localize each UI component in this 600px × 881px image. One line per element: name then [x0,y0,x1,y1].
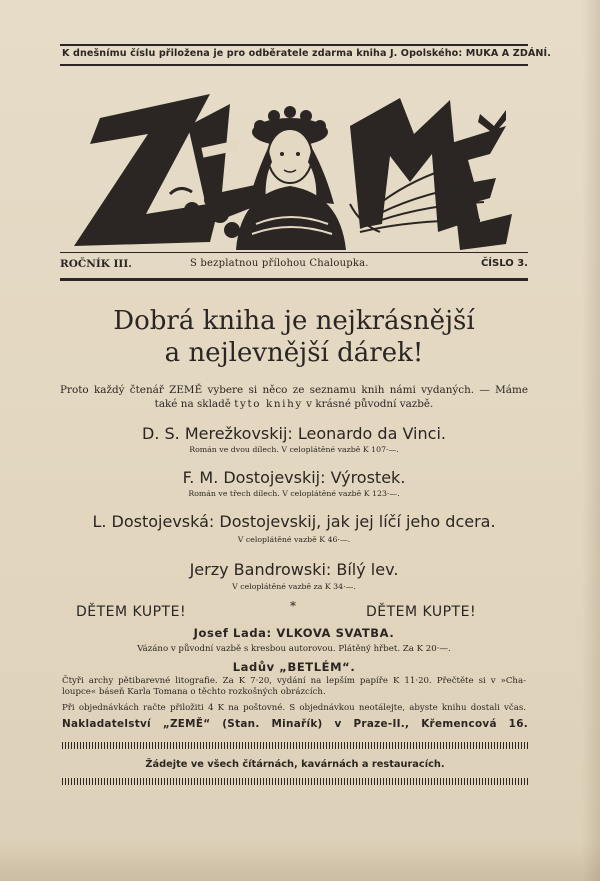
volume-label: ROČNÍK III. [60,258,132,270]
logo-letter-m [350,98,462,232]
supplement-label: S bezplatnou přílohou Chaloupka. [190,258,369,269]
headline-line-1: Dobrá kniha je nejkrásnější [113,306,475,336]
intro-line-2 [60,397,528,411]
publisher-address: Nakladatelství „ZEMĚ“ (Stan. Minařík) v Praze-II., Křemencová 16. [62,718,528,730]
lada-book-title: Josef Lada: VLKOVA SVATBA. [193,626,395,640]
lada-book-note: Vázáno v původní vazbě s kresbou autorovou. Plátěný hřbet. Za K 20·—. [137,644,451,654]
footer-notice: Žádejte ve všech čítárnách, kavárnách a restauracích. [145,759,445,770]
children-heading-left: DĚTEM KUPTE! [76,604,187,620]
supplement-book-title: MUKA A ZDÁNÍ. [465,48,551,59]
intro-text-spaced: tyto knihy [234,398,303,410]
intro-text-a: také na skladě [154,398,235,410]
paper-edge-shadow-right [582,0,600,881]
book-note-dostojevskij: Román ve třech dílech. V celoplátěné vazbě K 123·—. [188,489,400,498]
betlem-line-1: Čtyři archy pětibarevné litografie. Za K 7·20, vydání na lepším papíře K 11·20. Přečtěte si v »Cha- [62,676,526,686]
top-rule [60,44,528,46]
paper-edge-shadow-bottom [0,841,600,881]
headline-line-2: a nejlevnější dárek! [164,338,424,368]
star-ornament: * [290,599,296,613]
book-note-dostojevska: V celoplátěné vazbě K 46·—. [237,535,351,544]
supplement-text: K dnešnímu číslu přiložena je pro odběratele zdarma kniha J. Opolského: [62,48,466,59]
book-title-dostojevska: L. Dostojevská: Dostojevskij, jak jej líčí jeho dcera. [92,512,496,531]
book-title-merezkovskij: D. S. Merežkovskij: Leonardo da Vinci. [142,424,446,443]
hatched-rule-bottom [62,778,528,785]
masthead-rule [60,252,528,253]
betlem-line-2: loupce« báseň Karla Tomana o těchto rozkošných obrázcích. [62,687,326,697]
issue-info-row [60,258,528,274]
masthead-logo [60,74,530,250]
intro-line-1: Proto každý čtenář ZEMĚ vybere si něco ze seznamu knih námi vydaných. — Máme [60,384,528,396]
book-note-merezkovskij: Román ve dvou dílech. V celoplátěné vazbě K 107·—. [189,445,399,454]
supplement-rule [60,64,528,66]
betlem-title: Ladův „BETLÉM“. [232,660,356,674]
goddess-figure [236,106,346,250]
hatched-rule-top [62,742,528,749]
book-title-dostojevskij: F. M. Dostojevskij: Výrostek. [182,468,406,487]
intro-text-b: v krásné původní vazbě. [302,398,434,410]
order-note: Při objednávkách račte přiložiti 4 K na poštovné. S objednávkou neotálejte, abyste knihu dostali včas. [62,703,526,713]
supplement-notice [62,48,551,59]
issue-rule-thick [60,278,528,281]
book-note-bandrowski: V celoplátěné vazbě za K 34·—. [232,582,356,591]
children-heading-right: DĚTEM KUPTE! [366,604,477,620]
issue-number: ČÍSLO 3. [480,258,528,269]
book-title-bandrowski: Jerzy Bandrowski: Bílý lev. [189,560,399,579]
